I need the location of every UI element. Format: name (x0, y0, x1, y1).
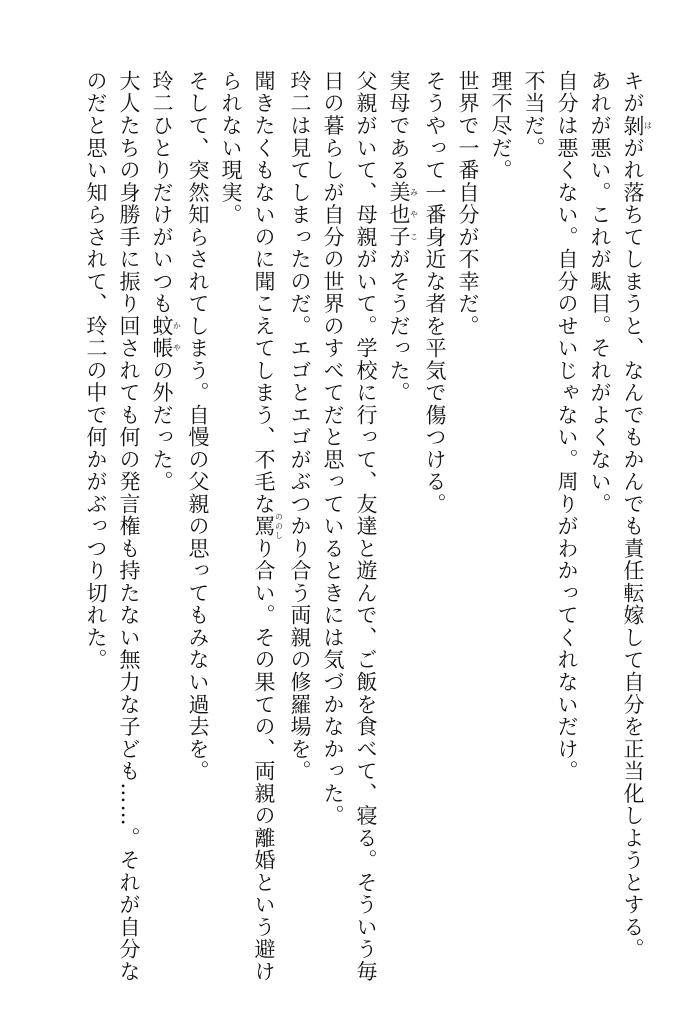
text-line-15 (145, 70, 181, 950)
text-line-3: 自分は悪くない。自分のせいじゃない。周りがわかってくれないだけ。 (555, 70, 579, 783)
text-segment: の外だった。 (150, 359, 174, 493)
text-line-2: あれが悪い。これが駄目。それがよくない。 (588, 70, 612, 516)
text-line-8 (382, 70, 418, 950)
text-segment: 実母である (387, 70, 411, 182)
text-segment: がそうだった。 (387, 248, 411, 404)
text-line-10: 日の暮らしが自分の世界のすべてだと思っているときには気づかなかった。 (321, 70, 345, 827)
ruby-reading: みやこ (409, 181, 419, 249)
text-segment: がれ落ちてしまうと、なんでもかんでも責任転嫁して自分を正当化しようとする。 (621, 136, 645, 961)
ruby-reading: かや (172, 314, 182, 360)
text-line-9: 父親がいて、母親がいて。学校に行って、友達と遊んで、ご飯を食べて、寝る。そういう毎 (354, 70, 378, 983)
ruby-kaya: 蚊帳かや (150, 314, 182, 360)
text-segment: キが (621, 70, 645, 115)
text-line-6: 世界で一番自分が不幸だ。 (456, 70, 480, 338)
ruby-reading: ののし (274, 512, 284, 541)
ruby-reading: は (643, 114, 653, 137)
ruby-miyako: 美也子みやこ (387, 181, 419, 249)
text-line-17: のだと思い知らされて、玲二の中で何かがぶっつり切れた。 (84, 70, 108, 672)
ruby-nonoshiri: 罵ののし (252, 512, 284, 541)
text-segment: 玲二ひとりだけがいつも (150, 70, 174, 315)
ruby-hagare: 剝は (621, 114, 653, 137)
text-segment: 聞きたくもないのに聞こえてしまう、不毛な (252, 70, 276, 516)
text-line-7: そうやって一番身近な者を平気で傷つける。 (423, 70, 447, 516)
text-line-1 (616, 70, 653, 961)
text-line-4: 不当だ。 (522, 70, 546, 160)
text-line-14: そして、突然知らされてしまう。自慢の父親の思ってもみない過去を。 (186, 70, 210, 783)
text-line-11: 玲二は見てしまったのだ。エゴとエゴがぶつかり合う両親の修羅場を。 (288, 70, 312, 783)
text-line-5: 理不尽だ。 (489, 70, 513, 182)
text-segment: り合い。その果ての、両親の離婚という避け (252, 537, 276, 983)
text-line-13: られない現実。 (219, 70, 243, 226)
text-line-16: 大人たちの身勝手に振り回されても何の発言権も持たない無力な子ども……。それが自分な (117, 70, 141, 983)
text-line-12 (247, 70, 284, 983)
vertical-text-body (79, 70, 653, 983)
